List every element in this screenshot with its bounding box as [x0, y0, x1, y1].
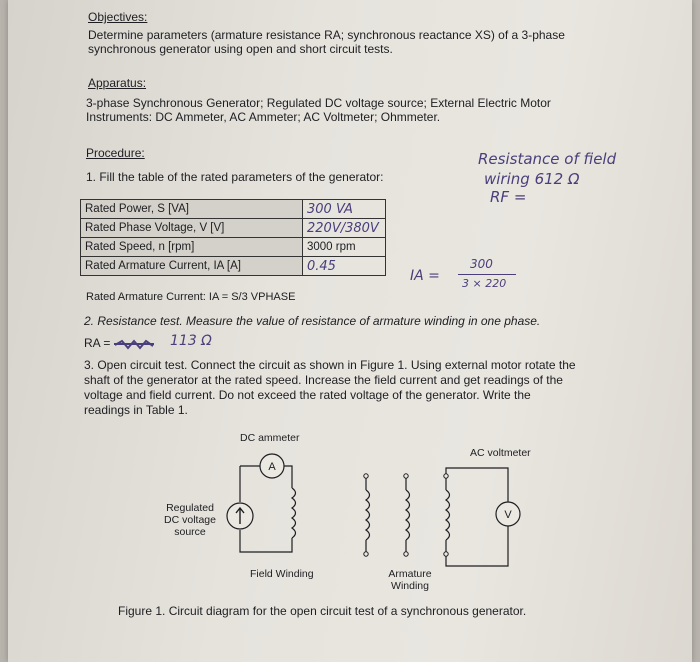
wire-left-lower [240, 530, 292, 552]
handwritten-field-resistance-line-1: Resistance of field [478, 150, 617, 168]
handwritten-rated-current: 0.45 [307, 258, 336, 274]
objectives-heading: Objectives: [88, 10, 148, 24]
figure-caption: Figure 1. Circuit diagram for the open circuit test of a synchronous generator. [118, 604, 527, 618]
procedure-heading: Procedure: [86, 146, 145, 160]
voltmeter-symbol: V [504, 509, 512, 521]
procedure-step-3-line-1: 3. Open circuit test. Connect the circuit as shown in Figure 1. Using external motor rotate the [84, 358, 576, 372]
wire-to-voltmeter-top [446, 468, 508, 502]
handwritten-rated-power: 300 VA [307, 201, 353, 217]
handwritten-ra-value: 113 Ω [170, 333, 212, 349]
terminal-dot [404, 474, 408, 478]
terminal-dot [444, 552, 448, 556]
objectives-line-1: Determine parameters (armature resistance RA; synchronous reactance XS) of a 3-phase [88, 28, 565, 42]
dc-source-label [160, 502, 220, 538]
handwritten-ia-denominator: 3 × 220 [462, 277, 507, 290]
handwritten-ia-label: IA = [410, 268, 440, 284]
armature-winding-label [380, 568, 440, 592]
procedure-step-3-line-2: shaft of the generator at the rated speed. Increase the field current and get readings of the [84, 373, 563, 387]
wire-to-voltmeter-bottom [446, 526, 508, 566]
handwritten-ia-numerator: 300 [470, 257, 493, 271]
armature-coil-1 [366, 490, 370, 540]
dc-ammeter-label: DC ammeter [240, 432, 300, 444]
ammeter-symbol: A [268, 461, 276, 473]
armature-coil-3 [446, 490, 450, 540]
procedure-step-2: 2. Resistance test. Measure the value of resistance of armature winding in one phase. [84, 314, 541, 328]
procedure-step-1: 1. Fill the table of the rated parameters of the generator: [86, 170, 384, 184]
armature-winding-label-line-2: Winding [391, 580, 429, 592]
dc-source-label-line-1: Regulated [166, 502, 214, 514]
armature-coil-2 [406, 490, 410, 540]
procedure-step-3-line-3: voltage and field current. Do not exceed the rated voltage of the generator. Write the [84, 388, 531, 402]
objectives-line-2: synchronous generator using open and short circuit tests. [88, 42, 393, 56]
apparatus-heading: Apparatus: [88, 76, 147, 90]
table-cell-label: Rated Power, S [VA] [81, 200, 303, 219]
terminal-dot [364, 552, 368, 556]
table-cell-value: 3000 rpm [303, 238, 386, 257]
table-cell-label: Rated Armature Current, IA [A] [81, 257, 303, 276]
apparatus-line-2: Instruments: DC Ammeter, AC Ammeter; AC Voltmeter; Ohmmeter. [86, 110, 441, 124]
table-cell-label: Rated Phase Voltage, V [V] [81, 219, 303, 238]
procedure-step-3-line-4: readings in Table 1. [84, 403, 188, 417]
dc-source-label-line-2: DC voltage [164, 514, 216, 526]
wire-to-ammeter-right [284, 466, 292, 488]
field-winding-coil [292, 488, 296, 538]
armature-winding-label-line-1: Armature [388, 568, 432, 580]
ac-voltmeter-label: AC voltmeter [470, 447, 531, 459]
apparatus-line-1: 3-phase Synchronous Generator; Regulated DC voltage source; External Electric Motor [86, 96, 551, 110]
table-cell-label: Rated Speed, n [rpm] [81, 238, 303, 257]
field-winding-label: Field Winding [250, 568, 314, 580]
rated-current-formula-note: Rated Armature Current: IA = S/3 VPHASE [86, 291, 296, 303]
handwritten-field-resistance-line-2: wiring 612 Ω [484, 170, 580, 188]
handwritten-rated-voltage: 220V/380V [307, 220, 379, 236]
dc-source-label-line-3: source [174, 526, 206, 538]
terminal-dot [364, 474, 368, 478]
ra-label: RA = [84, 336, 111, 350]
terminal-dot [444, 474, 448, 478]
handwritten-rf-label: RF = [490, 188, 527, 206]
terminal-dot [404, 552, 408, 556]
